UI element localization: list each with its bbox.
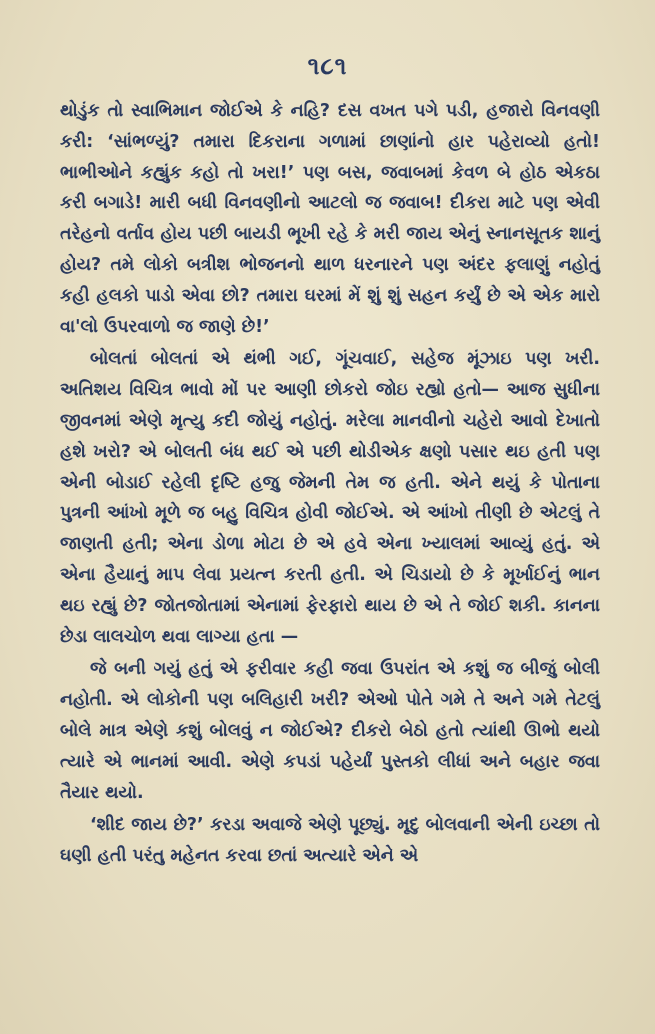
page-body <box>60 96 600 872</box>
page-number: ૧૮૧ <box>307 52 348 80</box>
paragraph-1: થોડુંક તો સ્વાભિમાન જોઈએ કે નહિ? દસ વખત પગે પડી, હજારો વિનવણી કરી: ‘સાંભળ્યું? તમારા દિકરાના ગળામાં છાણાંનો હાર પહેરાવ્યો હતો! ભાભીઓને કહ્યુંક કહો તો ખરા!’ પણ બસ, જવાબમાં કેવળ બે હોઠ એકઠા કરી બગાડે! મારી બધી વિનવણીનો આટલો જ જવાબ! દીકરા માટે પણ એવી તરેહનો વર્તાવ હોય પછી બાયડી ભૂખી રહે કે મરી જાય એનું સ્નાનસૂતક શાનું હોય? તમે લોકો બત્રીશ ભોજનનો થાળ ધરનારને પણ અંદર ફલાણું નહોતું કહી હલકો પાડો એવા છો? તમારા ઘરમાં મેં શું શું સહન કર્યું છે એ એક મારો વા'લો ઉપરવાળો જ જાણે છે!’ <box>60 101 600 337</box>
paragraph-3: જે બની ગયું હતું એ ફરીવાર કહી જવા ઉપરાંત એ કશું જ બીજું બોલી નહોતી. એ લોકોની પણ બલિહારી ખરી? એઓ પોતે ગમે તે અને ગમે તેટલું બોલે માત્ર એણે કશું બોલવું ન જોઈએ? દીકરો બેઠો હતો ત્યાંથી ઊભો થયો ત્યારે એ ભાનમાં આવી. એણે કપડાં પહેર્યાં પુસ્તકો લીધાં અને બહાર જવા તૈયાર થયો. <box>60 659 600 803</box>
paragraph-4: ‘શીદ જાય છે?’ કરડા અવાજે એણે પૂછ્યું. મૃદુ બોલવાની એની ઇચ્છા તો ઘણી હતી પરંતુ મહેનત કરવા છતાં અત્યારે એને એ <box>60 815 600 867</box>
paragraph-2: બોલતાં બોલતાં એ થંભી ગઈ, ગૂંચવાઈ, સહેજ મૂંઝાઇ પણ ખરી. અતિશય વિચિત્ર ભાવો મોં પર આણી છોકરો જોઇ રહ્યો હતો— આજ સુધીના જીવનમાં એણે મૃત્યુ કદી જોયું નહોતું. મરેલા માનવીનો ચહેરો આવો દેખાતો હશે ખરો? એ બોલતી બંધ થઈ એ પછી થોડીએક ક્ષણો પસાર થઇ હતી પણ એની બોડાઈ રહેલી દૃષ્ટિ હજુ જેમની તેમ જ હતી. એને થયું કે પોતાના પુત્રની આંખો મૂળે જ બહુ વિચિત્ર હોવી જોઈએ. એ આંખો તીણી છે એટલું તે જાણતી હતી; એના ડોળા મોટા છે એ હવે એના ખ્યાલમાં આવ્યું હતું. એ એના હૈયાનું માપ લેવા પ્રયત્ન કરતી હતી. એ ચિડાયો છે કે મૂર્ખાઈનું ભાન થઇ રહ્યું છે? જોતજોતામાં એનામાં ફેરફારો થાય છે એ તે જોઈ શકી. કાનના છેડા લાલચોળ થવા લાગ્યા હતા — <box>60 349 600 647</box>
